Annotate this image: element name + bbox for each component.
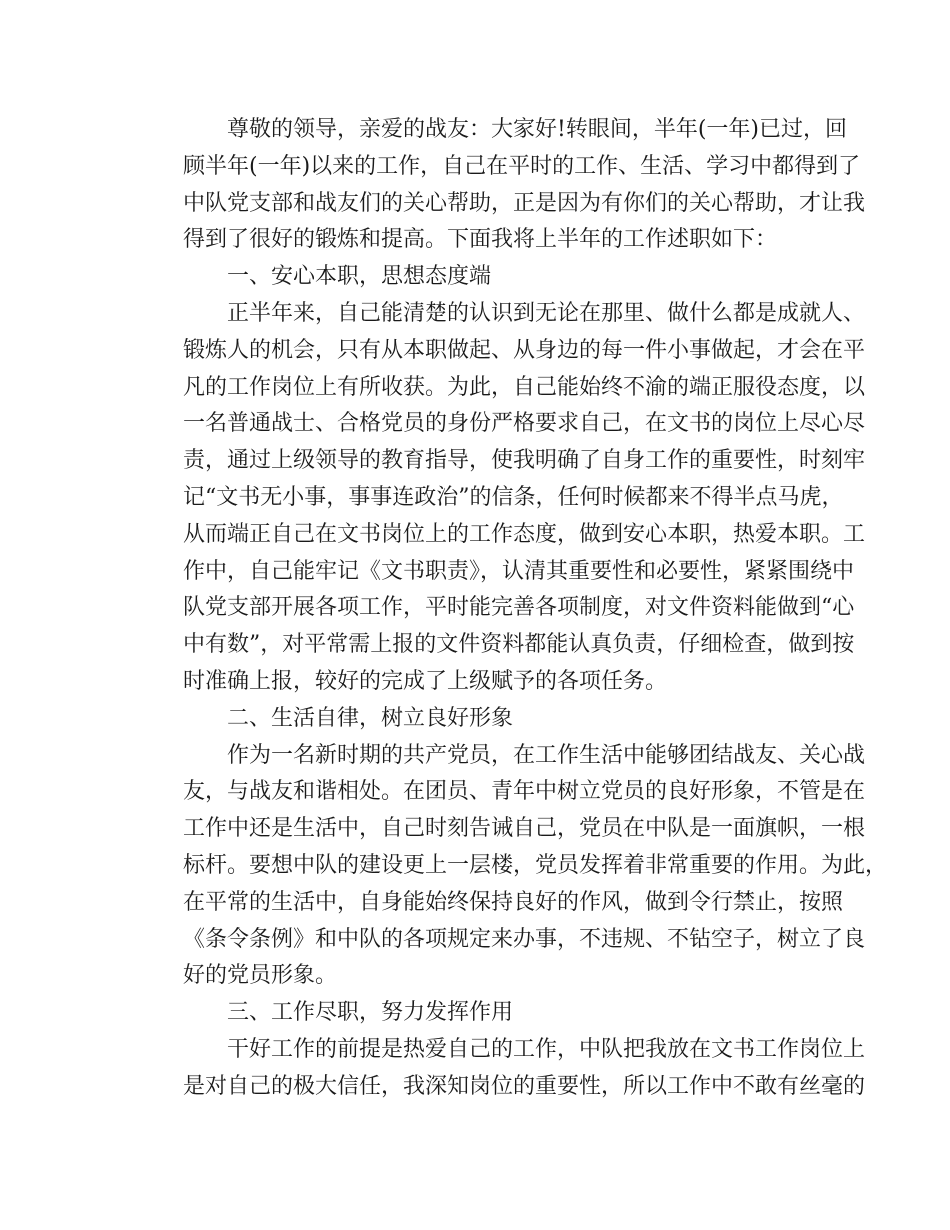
intro-paragraph: [139, 112, 866, 259]
text-line: 队党支部开展各项工作，平时能完善各项制度，对文件资料能做到“心: [183, 595, 855, 621]
section-heading-2: [139, 701, 821, 738]
text-line: 锻炼人的机会，只有从本职做起、从身边的每一件小事做起，才会在平: [183, 337, 866, 363]
heading-text: 二、生活自律，树立良好形象: [227, 705, 514, 731]
text-line: 工作中还是生活中，自己时刻告诫自己，党员在中队是一面旗帜，一根: [183, 816, 866, 842]
section-heading-3: [139, 995, 821, 1032]
section-2-paragraph: [139, 738, 888, 996]
text-line: 记“文书无小事，事事连政治”的信条，任何时候都来不得半点马虎，: [183, 484, 844, 510]
text-line: 凡的工作岗位上有所收获。为此，自己能始终不渝的端正服役态度，以: [183, 374, 866, 400]
text-line: 在平常的生活中，自身能始终保持良好的作风，做到令行禁止，按照: [183, 889, 844, 915]
text-line: 一名普通战士、合格党员的身份严格要求自己，在文书的岗位上尽心尽: [183, 411, 866, 437]
text-line: 作中，自己能牢记《文书职责》，认清其重要性和必要性，紧紧围绕中: [183, 558, 855, 584]
text-line: 尊敬的领导，亲爱的战友：大家好!转眼间，半年(一年)已过，回: [227, 117, 848, 142]
heading-text: 三、工作尽职，努力发挥作用: [227, 1000, 514, 1026]
text-line: 是对自己的极大信任，我深知岗位的重要性，所以工作中不敢有丝毫的: [183, 1073, 866, 1099]
text-line: 正半年来，自己能清楚的认识到无论在那里、做什么都是成就人、: [227, 300, 866, 326]
text-line: 干好工作的前提是热爱自己的工作，中队把我放在文书工作岗位上: [227, 1036, 866, 1062]
text-line: 《条令条例》和中队的各项规定来办事，不违规、不钻空子，树立了良: [183, 926, 866, 952]
document-body: [139, 112, 888, 1106]
text-line: 标杆。要想中队的建设更上一层楼，党员发挥着非常重要的作用。为此，: [183, 852, 888, 878]
section-1-paragraph: [139, 296, 866, 701]
section-3-paragraph: [139, 1032, 866, 1106]
section-heading-1: [139, 259, 821, 296]
text-line: 中有数”，对平常需上报的文件资料都能认真负责，仔细检查，做到按: [183, 632, 855, 658]
heading-text: 一、安心本职，思想态度端: [227, 264, 492, 290]
text-line: 友，与战友和谐相处。在团员、青年中树立党员的良好形象，不管是在: [183, 779, 866, 805]
text-line: 得到了很好的锻炼和提高。下面我将上半年的工作述职如下：: [183, 227, 778, 253]
text-line: 时准确上报，较好的完成了上级赋予的各项任务。: [183, 668, 668, 694]
text-line: 中队党支部和战友们的关心帮助，正是因为有你们的关心帮助，才让我: [183, 190, 866, 216]
text-line: 好的党员形象。: [183, 963, 338, 989]
text-line: 作为一名新时期的共产党员，在工作生活中能够团结战友、关心战: [227, 742, 866, 768]
text-line: 顾半年(一年)以来的工作，自己在平时的工作、生活、学习中都得到了: [183, 153, 861, 179]
text-line: 责，通过上级领导的教育指导，使我明确了自身工作的重要性，时刻牢: [183, 448, 866, 474]
text-line: 从而端正自己在文书岗位上的工作态度，做到安心本职，热爱本职。工: [183, 521, 866, 547]
